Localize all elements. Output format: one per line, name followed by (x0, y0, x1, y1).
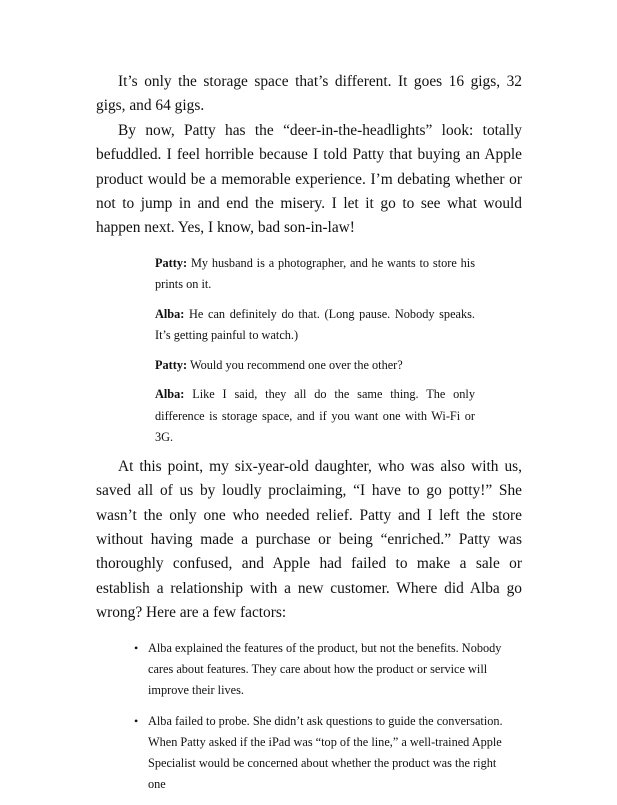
speaker-name: Patty: (155, 357, 188, 372)
speaker-name: Alba: (155, 306, 185, 321)
list-item-text: Alba failed to probe. She didn’t ask questions to guide the conversation. When Patty asked if the iPad was “top of the line,” a well-trained Apple Specialist would be concerned about whether the product was the right one (148, 713, 503, 791)
dialogue-block (155, 253, 475, 449)
dialogue-line (155, 384, 475, 449)
book-page (96, 70, 522, 805)
paragraph-storage: It’s only the storage space that’s different. It goes 16 gigs, 32 gigs, and 64 gigs. (96, 73, 522, 115)
bullet-icon: • (134, 713, 139, 728)
dialogue-line (155, 355, 475, 377)
paragraph-befuddled: By now, Patty has the “deer-in-the-headlights” look: totally befuddled. I feel horrible because I told Patty that buying an Apple product would be a memorable experience. I’m debating whether or not to jump in and end the misery. I let it go to see what would happen next. Yes, I know, bad son-in-law! (96, 121, 522, 237)
dialogue-text: Like I said, they all do the same thing. The only difference is storage space, and if you want one with Wi-Fi or 3G. (155, 387, 475, 445)
dialogue-text: Would you recommend one over the other? (189, 357, 403, 372)
dialogue-text: He can definitely do that. (Long pause. Nobody speaks. It’s getting painful to watch.) (155, 306, 475, 343)
dialogue-line (155, 253, 475, 296)
paragraph-potty: At this point, my six-year-old daughter, who was also with us, saved all of us by loudly proclaiming, “I have to go potty!” She wasn’t the only one who needed relief. Patty and I left the store without having made a purchase or being “enriched.” Patty was thoroughly confused, and Apple had failed to make a sale or establish a relationship with a new customer. Where did Alba go wrong? Here are a few factors: (96, 457, 522, 622)
list-item (136, 711, 516, 795)
speaker-name: Alba: (155, 387, 185, 402)
dialogue-line (155, 304, 475, 347)
factors-list (136, 638, 516, 795)
list-item (136, 638, 516, 701)
dialogue-text: My husband is a photographer, and he wants to store his prints on it. (155, 255, 476, 292)
speaker-name: Patty: (155, 255, 188, 270)
list-item-text: Alba explained the features of the product, but not the benefits. Nobody cares about features. They care about how the product or service will improve their lives. (148, 640, 502, 697)
bullet-icon: • (134, 640, 139, 655)
